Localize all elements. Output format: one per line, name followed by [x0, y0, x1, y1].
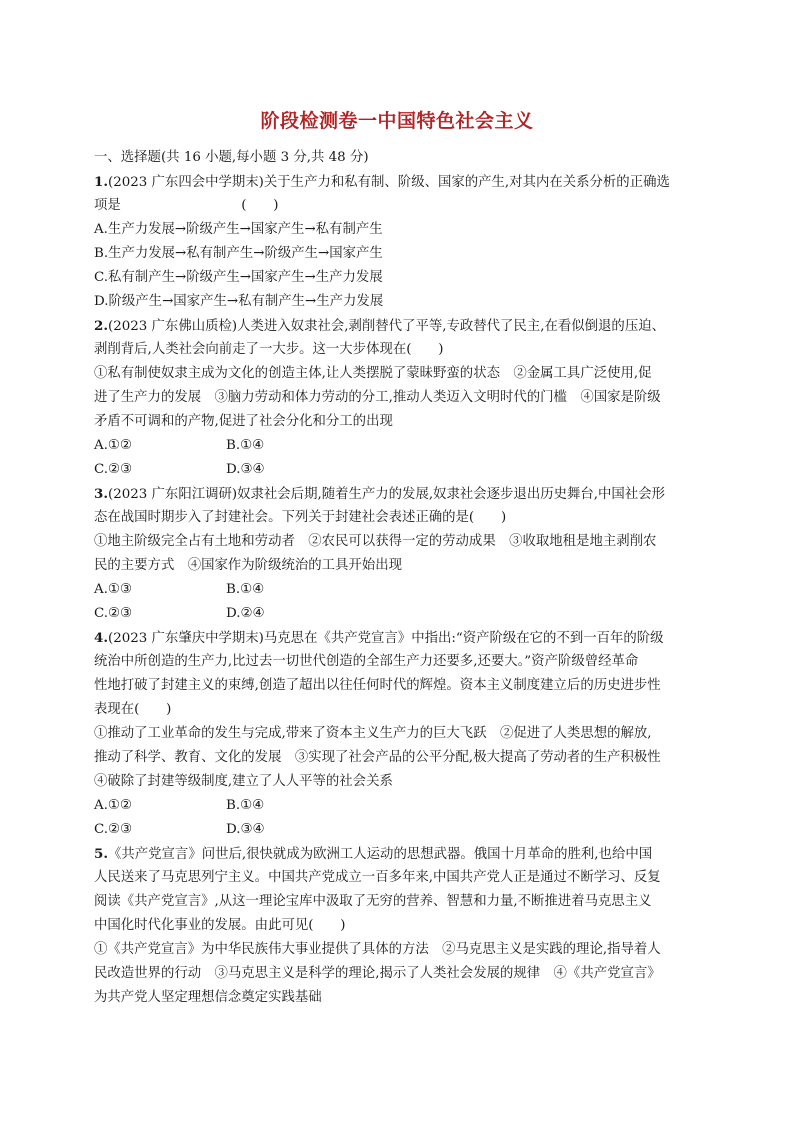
- statement-line: ①私有制使奴隶主成为文化的创造主体,让人类摆脱了蒙昧野蛮的状态 ②金属工具广泛使用,促: [94, 366, 652, 381]
- statement-line: 进了生产力的发展 ③脑力劳动和体力劳动的分工,推动人类迈入文明时代的门槛 ④国家是阶级: [94, 390, 661, 405]
- question-stem-line: 5.《共产党宣言》问世后,很快就成为欧洲工人运动的思想武器。俄国十月革命的胜利,也给中国: [94, 846, 653, 862]
- choice-b: B.①④: [226, 582, 265, 597]
- choice-b: B.①④: [226, 798, 265, 813]
- question-number: 1.: [94, 174, 108, 190]
- question-stem-line: 3.(2023 广东阳江调研)奴隶社会后期,随着生产力的发展,奴隶社会逐步退出历史舞台,中国社会形: [94, 486, 665, 502]
- question-stem-line: 中国化时代化事业的发展。由此可见( ): [94, 918, 346, 933]
- statement-line: 民改造世界的行动 ③马克思主义是科学的理论,揭示了人类社会发展的规律 ④《共产党宣言》: [94, 966, 661, 981]
- question-number: 3.: [94, 486, 108, 502]
- statement-line: 民的主要方式 ④国家作为阶级统治的工具开始出现: [94, 558, 402, 573]
- choice-a: A.①②: [94, 438, 132, 453]
- statement-line: 推动了科学、教育、文化的发展 ③实现了社会产品的公平分配,极大提高了劳动者的生产积极性: [94, 750, 661, 765]
- statement-line: ④破除了封建等级制度,建立了人人平等的社会关系: [94, 774, 393, 789]
- question-stem-line: 4.(2023 广东肇庆中学期末)马克思在《共产党宣言》中指出:“资产阶级在它的不到一百年的阶级: [94, 630, 664, 646]
- option-b: B.生产力发展→私有制产生→阶级产生→国家产生: [94, 246, 383, 261]
- choice-row: [94, 794, 700, 818]
- question-3: [94, 482, 700, 626]
- choice-a: A.①③: [94, 582, 132, 597]
- choice-d: D.③④: [226, 462, 265, 477]
- question-stem-line: 剥削背后,人类社会向前走了一大步。这一大步体现在( ): [94, 342, 444, 357]
- question-stem-line: 阅读《共产党宣言》,从这一理论宝库中汲取了无穷的营养、智慧和力量,不断推进着马克思主义: [94, 894, 652, 909]
- question-stem-line: 性地打破了封建主义的束缚,创造了超出以往任何时代的辉煌。资本主义制度建立后的历史进步性: [94, 678, 661, 693]
- question-stem-line: 统治中所创造的生产力,比过去一切世代创造的全部生产力还要多,还要大。”资产阶级曾经革命: [94, 654, 639, 669]
- choice-d: D.③④: [226, 822, 265, 837]
- question-stem-line: 态在战国时期步入了封建社会。下列关于封建社会表述正确的是( ): [94, 510, 507, 525]
- choice-c: C.②③: [94, 822, 133, 837]
- statement-line: ①推动了工业革命的发生与完成,带来了资本主义生产力的巨大飞跃 ②促进了人类思想的解放,: [94, 726, 652, 741]
- choice-b: B.①④: [226, 438, 265, 453]
- statement-line: ①地主阶级完全占有土地和劳动者 ②农民可以获得一定的劳动成果 ③收取地租是地主剥削农: [94, 534, 657, 549]
- choice-row: [94, 458, 700, 482]
- question-5: [94, 842, 700, 1010]
- choice-row: [94, 818, 700, 842]
- option-d: D.阶级产生→国家产生→私有制产生→生产力发展: [94, 294, 384, 309]
- choice-c: C.②③: [94, 606, 133, 621]
- question-list: [94, 146, 700, 1010]
- page-title: 阶段检测卷一中国特色社会主义: [260, 110, 534, 132]
- choice-row: [94, 434, 700, 458]
- question-2: [94, 314, 700, 482]
- question-stem-line: 项是 ( ): [94, 198, 279, 213]
- section-header: 一、选择题(共 16 小题,每小题 3 分,共 48 分): [94, 150, 369, 165]
- statement-line: ①《共产党宣言》为中华民族伟大事业提供了具体的方法 ②马克思主义是实践的理论,指导着人: [94, 942, 661, 957]
- question-number: 5.: [94, 846, 108, 862]
- question-stem-line: 人民送来了马克思列宁主义。中国共产党成立一百多年来,中国共产党人正是通过不断学习、反复: [94, 870, 661, 885]
- statement-line: 为共产党人坚定理想信念奠定实践基础: [94, 990, 322, 1005]
- question-number: 2.: [94, 318, 108, 334]
- question-4: [94, 626, 700, 842]
- question-stem-line: 2.(2023 广东佛山质检)人类进入奴隶社会,剥削替代了平等,专政替代了民主,在看似倒退的压迫、: [94, 318, 665, 334]
- question-number: 4.: [94, 630, 108, 646]
- question-stem-line: 1.(2023 广东四会中学期末)关于生产力和私有制、阶级、国家的产生,对其内在关系分析的正确选: [94, 174, 670, 190]
- option-c: C.私有制产生→阶级产生→国家产生→生产力发展: [94, 270, 383, 285]
- choice-c: C.②③: [94, 462, 133, 477]
- statement-line: 矛盾不可调和的产物,促进了社会分化和分工的出现: [94, 414, 393, 429]
- choice-row: [94, 602, 700, 626]
- choice-row: [94, 578, 700, 602]
- choice-a: A.①②: [94, 798, 132, 813]
- question-1: [94, 170, 700, 314]
- question-stem-line: 表现在( ): [94, 702, 172, 717]
- option-a: A.生产力发展→阶级产生→国家产生→私有制产生: [94, 222, 383, 237]
- choice-d: D.②④: [226, 606, 265, 621]
